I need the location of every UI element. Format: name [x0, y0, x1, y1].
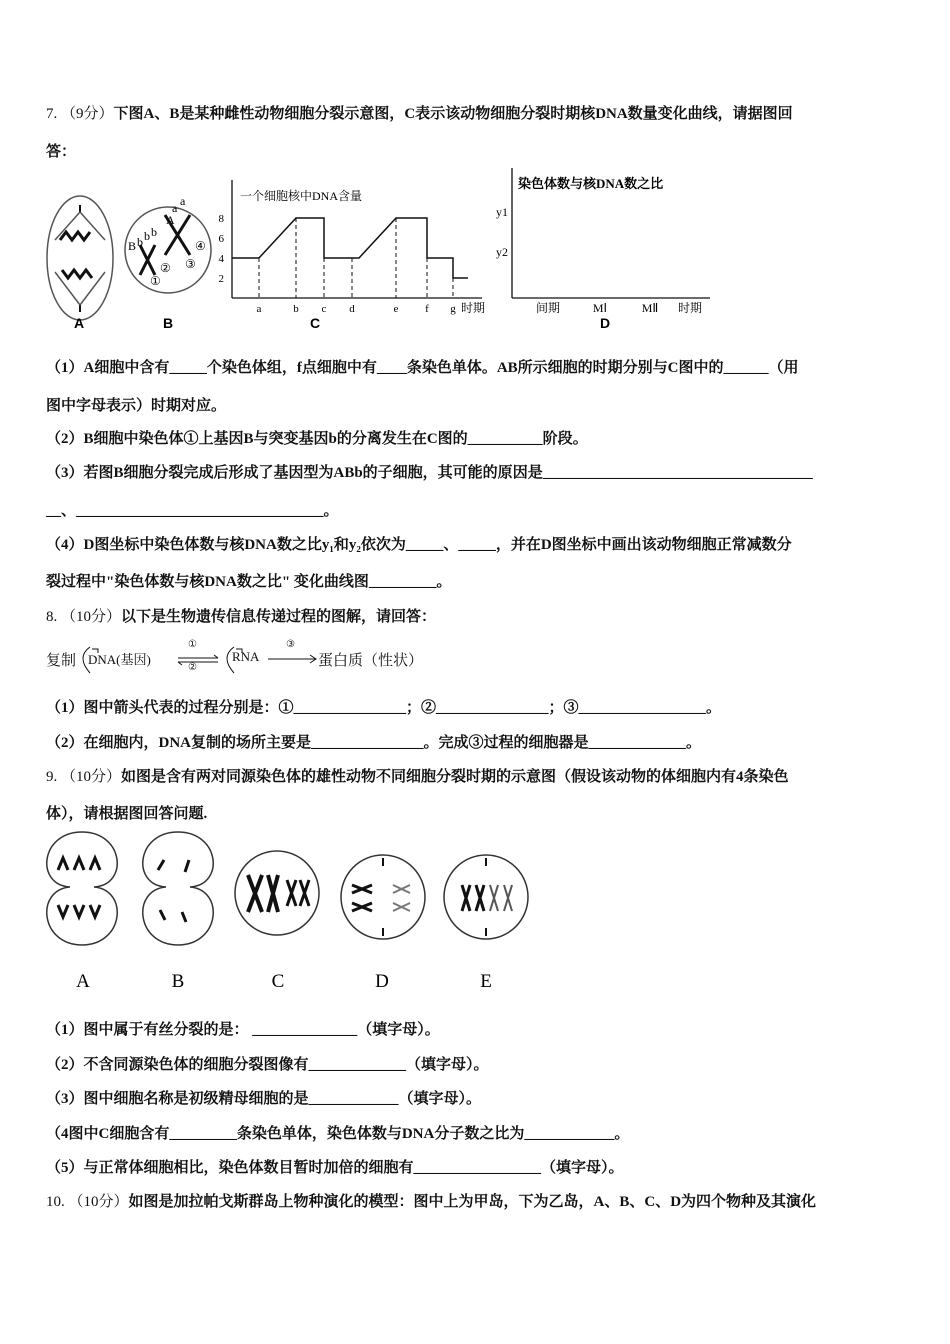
q7-part3-line1: （3）若图B细胞分裂完成后形成了基因型为ABb的子细胞，其可能的原因是____________________________________	[46, 465, 813, 481]
q10-number: 10.	[46, 1194, 65, 1210]
fig-label-d: D	[599, 315, 611, 331]
q7-stem-line2: 答：	[46, 144, 77, 160]
gene-label: ③	[185, 257, 196, 271]
q9-part5: （5）与正常体细胞相比，染色体数目暂时加倍的细胞有_________________（填字母）。	[46, 1160, 624, 1176]
q9-part1: （1）图中属于有丝分裂的是： ______________（填字母）。	[46, 1022, 440, 1038]
gene-label: ①	[150, 274, 161, 288]
q9-part3: （3）图中细胞名称是初级精母细胞的是____________（填字母）。	[46, 1091, 482, 1107]
y-tick: 2	[218, 273, 224, 285]
cell-b	[143, 832, 213, 945]
x-tick: 间期	[535, 301, 561, 315]
q7-part4-line1: （4）D图坐标中染色体数与核DNA数之比y₁和y₂依次为_____、_____，并在D图坐标中画出该动物细胞正常减数分	[46, 537, 792, 553]
x-tick: e	[393, 303, 399, 315]
q9-part2: （2）不含同源染色体的细胞分裂图像有_____________（填字母）。	[46, 1057, 489, 1073]
arrow-2-label: ②	[188, 662, 197, 673]
dna-label: DNA(基因)	[88, 652, 151, 667]
cell-label-e: E	[480, 971, 492, 992]
x-tick: g	[450, 303, 456, 315]
gene-label: b	[144, 229, 150, 243]
q10-stem-text: 如图是加拉帕戈斯群岛上物种演化的模型：图中上为甲岛，下为乙岛，A、B、C、D为四个物种及其演化	[128, 1194, 817, 1210]
arrow-1-label: ①	[188, 639, 197, 650]
gene-label: b	[151, 225, 157, 239]
x-tick: f	[425, 303, 429, 315]
cell-a	[47, 832, 117, 945]
q8-score: （10分）	[61, 609, 122, 625]
cell-e	[444, 855, 528, 939]
q7-part4-line2: 裂过程中"染色体数与核DNA数之比" 变化曲线图_________。	[46, 574, 452, 590]
protein-label: 蛋白质（性状）	[318, 653, 424, 669]
q9-stem-text: 如图是含有两对同源染色体的雄性动物不同细胞分裂时期的示意图（假设该动物的体细胞内有4条染色	[121, 769, 789, 785]
q7-part1-line1: （1）A细胞中含有_____个染色体组，f点细胞中有____条染色单体。AB所示细胞的时期分别与C图中的______（用	[46, 360, 799, 376]
q7-number: 7.	[46, 106, 58, 122]
cell-label-c: C	[271, 971, 285, 992]
gene-label: ②	[160, 261, 171, 275]
rna-label: RNA	[232, 649, 260, 664]
gene-label: a	[172, 201, 178, 215]
gene-label: A	[166, 213, 175, 227]
fig-label-b: B	[162, 315, 174, 331]
cell-label-b: B	[171, 971, 185, 992]
arrow-3-label: ③	[286, 639, 295, 650]
gene-label: a	[180, 194, 186, 208]
q9-part4: （4图中C细胞含有_________条染色单体，染色体数与DNA分子数之比为____________。	[46, 1126, 630, 1142]
gene-label: b	[137, 235, 143, 249]
x-tick: a	[256, 303, 262, 315]
cell-d	[341, 855, 425, 939]
x-tick: c	[321, 303, 327, 315]
q7-part2: （2）B细胞中染色体①上基因B与突变基因b的分离发生在C图的__________阶段。	[46, 431, 588, 447]
q8-stem-text: 以下是生物遗传信息传递过程的图解，请回答：	[121, 609, 437, 625]
q7-part3-line2: __、_________________________________。	[46, 503, 339, 519]
y-tick: 6	[218, 233, 224, 245]
x-tick: MⅠ	[592, 301, 608, 315]
x-tick: MⅡ	[641, 301, 659, 315]
fig-label-c: C	[309, 315, 321, 331]
x-axis-label: 时期	[677, 301, 703, 315]
chart-c-title: 一个细胞核中DNA含量	[240, 189, 362, 203]
chart-d-title: 染色体数与核DNA数之比	[518, 176, 664, 191]
cell-c	[235, 851, 319, 935]
q9-stem-line2: 体），请根据图回答问题.	[46, 806, 208, 822]
q7-stem-text: 下图A、B是某种雌性动物细胞分裂示意图，C表示该动物细胞分裂时期核DNA数量变化曲线，请据图回	[113, 106, 793, 122]
q8-number: 8.	[46, 609, 58, 625]
q9-number: 9.	[46, 769, 58, 785]
gene-label: B	[128, 239, 137, 253]
q7-part1-line2: 图中字母表示）时期对应。	[46, 398, 227, 414]
y-tick: y2	[496, 245, 508, 259]
q9-score: （10分）	[61, 769, 122, 785]
y-tick: 8	[218, 213, 224, 225]
x-axis-label: 时期	[461, 301, 486, 315]
x-tick: d	[349, 303, 355, 315]
q10-score: （10分）	[68, 1194, 129, 1210]
q10-stem	[46, 1190, 816, 1211]
q7-score: （9分）	[61, 106, 114, 122]
q8-part2: （2）在细胞内，DNA复制的场所主要是_______________。完成③过程的细胞器是_____________。	[46, 735, 702, 751]
replicate-label: 复制	[46, 653, 77, 669]
gene-label: ④	[195, 239, 206, 253]
q8-part1: （1）图中箭头代表的过程分别是：①_______________；②_______________；③_________________。	[46, 700, 722, 716]
cell-label-d: D	[375, 971, 389, 992]
y-tick: 4	[218, 253, 224, 265]
x-tick: b	[293, 303, 299, 315]
y-tick: y1	[496, 205, 508, 219]
fig-label-a: A	[73, 315, 85, 331]
cell-label-a: A	[76, 971, 90, 992]
